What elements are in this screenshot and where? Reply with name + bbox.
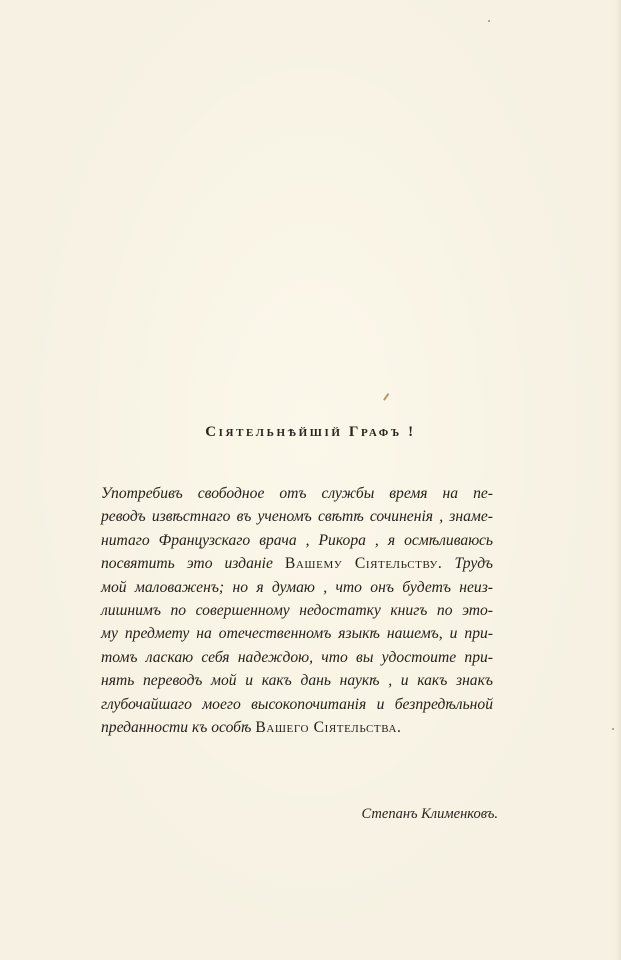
text-segment: посвятить это изданіе <box>101 555 285 573</box>
page-edge-shadow <box>615 0 621 960</box>
text-line: Употребивъ свободное отъ службы время на пе- <box>101 485 493 502</box>
paper-speck <box>612 728 614 730</box>
dedication-text <box>101 482 493 739</box>
text-line: нять переводъ мой и какъ дань наукѣ , и какъ знакъ <box>101 672 493 690</box>
honorific-text: Вашего Сіятельства. <box>255 719 402 737</box>
text-segment: Трудъ <box>442 555 493 573</box>
text-line: реводъ извѣстнаго въ ученомъ свѣтѣ сочиненія , знаме- <box>101 508 493 526</box>
text-line: глубочайшаго моего высокопочитанія и безпредѣльной <box>101 695 493 713</box>
paper-speck <box>488 20 490 22</box>
text-line <box>101 716 493 739</box>
text-line: лишнимъ по совершенному недостатку книгъ по это- <box>101 602 493 620</box>
text-line: томъ ласкаю себя надеждою, что вы удостоите при- <box>101 648 493 666</box>
text-line: мой маловаженъ; но я думаю , что онъ будетъ неиз- <box>101 578 493 596</box>
text-line <box>101 552 493 575</box>
text-line: нитаго Французскаго врача , Рикора , я осмѣливаюсь <box>101 531 493 549</box>
honorific-text: Вашему Сіятельству. <box>284 555 443 573</box>
text-segment: преданности къ особѣ <box>101 719 256 737</box>
author-signature: Степанъ Клименковъ. <box>361 806 498 822</box>
pencil-mark <box>383 393 389 400</box>
dedication-heading: Сіятельнѣйшій Графъ ! <box>205 424 416 440</box>
text-line: му предмету на отечественномъ языкѣ нашемъ, и при- <box>101 625 493 643</box>
